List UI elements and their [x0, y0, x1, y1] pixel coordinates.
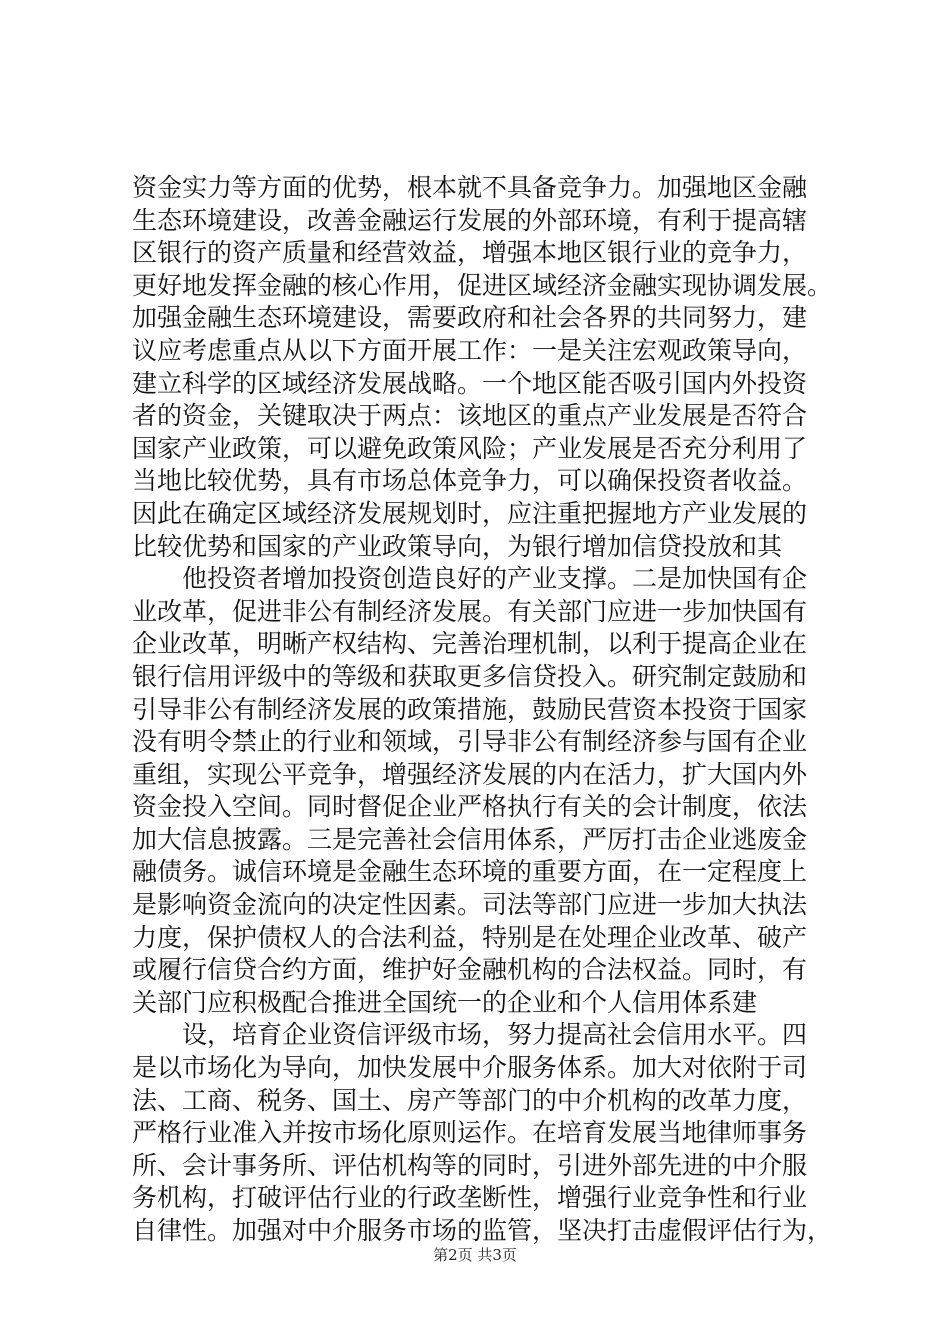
text-line: 议应考虑重点从以下方面开展工作：一是关注宏观政策导向，: [132, 335, 808, 365]
text-line: 他投资者增加投资创造良好的产业支撑。二是加快国有企: [132, 564, 808, 594]
text-line: 区银行的资产质量和经营效益，增强本地区银行业的竞争力，: [132, 238, 808, 268]
text-line: 者的资金，关键取决于两点：该地区的重点产业发展是否符合: [132, 401, 808, 431]
text-line: 因此在确定区域经济发展规划时，应注重把握地方产业发展的: [132, 498, 808, 528]
text-line: 比较优势和国家的产业政策导向，为银行增加信贷投放和其: [132, 531, 783, 561]
body-text: [132, 172, 852, 1248]
text-line: 加强金融生态环境建设，需要政府和社会各界的共同努力，建: [132, 303, 808, 333]
text-line: 法、工商、税务、国土、房产等部门的中介机构的改革力度，: [132, 1085, 808, 1115]
text-line: 资金投入空间。同时督促企业严格执行有关的会计制度，依法: [132, 792, 808, 822]
text-line: 业改革，促进非公有制经济发展。有关部门应进一步加快国有: [132, 596, 808, 626]
text-line: 重组，实现公平竞争，增强经济发展的内在活力，扩大国内外: [132, 759, 808, 789]
text-line: 务机构，打破评估行业的行政垄断性，增强行业竞争性和行业: [132, 1183, 808, 1213]
text-line: 力度，保护债权人的合法利益，特别是在处理企业改革、破产: [132, 922, 808, 952]
text-line: 关部门应积极配合推进全国统一的企业和个人信用体系建: [132, 987, 758, 1017]
text-line: 银行信用评级中的等级和获取更多信贷投入。研究制定鼓励和: [132, 661, 808, 691]
text-line: 是影响资金流向的决定性因素。司法等部门应进一步加大执法: [132, 890, 808, 920]
text-line: 设，培育企业资信评级市场，努力提高社会信用水平。四: [132, 1020, 808, 1050]
text-line: 建立科学的区域经济发展战略。一个地区能否吸引国内外投资: [132, 368, 808, 398]
text-line: 国家产业政策，可以避免政策风险；产业发展是否充分利用了: [132, 433, 808, 463]
text-line: 更好地发挥金融的核心作用，促进区域经济金融实现协调发展。: [132, 270, 833, 300]
text-line: 加大信息披露。三是完善社会信用体系，严厉打击企业逃废金: [132, 824, 808, 854]
page-footer: 第2页 共3页: [433, 1246, 517, 1264]
text-line: 自律性。加强对中介服务市场的监管，坚决打击虚假评估行为，: [132, 1216, 833, 1245]
text-line: 所、会计事务所、评估机构等的同时，引进外部先进的中介服: [132, 1150, 808, 1180]
text-line: 资金实力等方面的优势，根本就不具备竞争力。加强地区金融: [132, 173, 808, 202]
text-line: 引导非公有制经济发展的政策措施，鼓励民营资本投资于国家: [132, 694, 808, 724]
text-line: 严格行业准入并按市场化原则运作。在培育发展当地律师事务: [132, 1118, 808, 1148]
text-line: 是以市场化为导向，加快发展中介服务体系。加大对依附于司: [132, 1053, 808, 1083]
text-line: 企业改革，明晰产权结构、完善治理机制，以利于提高企业在: [132, 629, 808, 659]
text-line: 或履行信贷合约方面，维护好金融机构的合法权益。同时，有: [132, 955, 808, 985]
text-line: 生态环境建设，改善金融运行发展的外部环境，有利于提高辖: [132, 205, 808, 235]
text-line: 融债务。诚信环境是金融生态环境的重要方面，在一定程度上: [132, 857, 808, 887]
text-line: 没有明令禁止的行业和领域，引导非公有制经济参与国有企业: [132, 727, 808, 757]
text-line: 当地比较优势，具有市场总体竞争力，可以确保投资者收益。: [132, 466, 808, 496]
